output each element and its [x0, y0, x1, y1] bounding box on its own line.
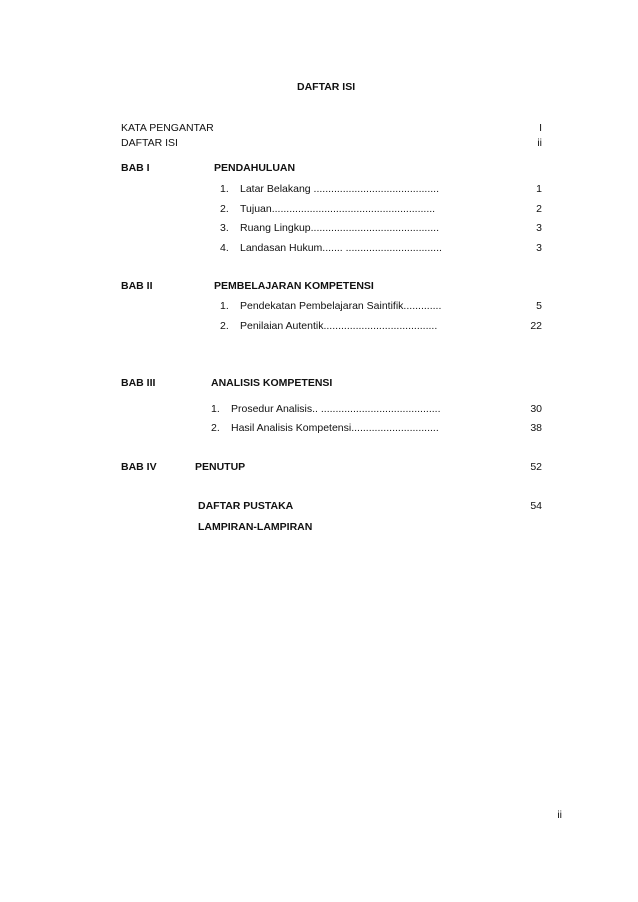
toc-item-page: 22 — [530, 320, 542, 332]
page-title: DAFTAR ISI — [297, 81, 356, 93]
footer-page-number: ii — [557, 809, 562, 821]
toc-item-page: 38 — [530, 422, 542, 434]
chapter-title: PENDAHULUAN — [214, 162, 296, 174]
toc-item-page: 52 — [530, 461, 542, 473]
toc-item-number: 1. — [220, 300, 229, 312]
toc-item-text: Penilaian Autentik....................................... — [240, 320, 438, 332]
chapter-code: BAB II — [121, 280, 153, 292]
toc-item-text: Pendekatan Pembelajaran Saintifik............. — [240, 300, 442, 312]
toc-page-daftar-isi: ii — [537, 137, 542, 149]
toc-item-text: Ruang Lingkup............................................ — [240, 222, 439, 234]
toc-label-kata-pengantar: KATA PENGANTAR — [121, 122, 214, 134]
chapter-code: BAB I — [121, 162, 150, 174]
toc-item-page: 3 — [536, 242, 542, 254]
toc-item-text: Landasan Hukum....... ................................. — [240, 242, 442, 254]
toc-item-page: 30 — [530, 403, 542, 415]
chapter-code: BAB IV — [121, 461, 157, 473]
toc-item-number: 1. — [211, 403, 220, 415]
toc-item-text: Latar Belakang ........................................... — [240, 183, 439, 195]
toc-item-text: Hasil Analisis Kompetensi.............................. — [231, 422, 439, 434]
toc-item-text: Prosedur Analisis.. ......................................... — [231, 403, 441, 415]
toc-item-number: 1. — [220, 183, 229, 195]
toc-page-daftar-pustaka: 54 — [530, 500, 542, 512]
toc-item-page: 1 — [536, 183, 542, 195]
toc-item-number: 2. — [220, 320, 229, 332]
toc-item-number: 4. — [220, 242, 229, 254]
chapter-code: BAB III — [121, 377, 156, 389]
toc-item-page: 2 — [536, 203, 542, 215]
toc-item-page: 5 — [536, 300, 542, 312]
toc-item-number: 3. — [220, 222, 229, 234]
toc-label-lampiran: LAMPIRAN-LAMPIRAN — [198, 521, 313, 533]
chapter-title: PENUTUP — [195, 461, 246, 473]
toc-label-daftar-pustaka: DAFTAR PUSTAKA — [198, 500, 294, 512]
toc-item-number: 2. — [220, 203, 229, 215]
toc-item-page: 3 — [536, 222, 542, 234]
toc-page-kata-pengantar: I — [539, 122, 542, 134]
toc-item-number: 2. — [211, 422, 220, 434]
toc-item-text: Tujuan........................................................ — [240, 203, 436, 215]
chapter-title: PEMBELAJARAN KOMPETENSI — [214, 280, 374, 292]
chapter-title: ANALISIS KOMPETENSI — [211, 377, 333, 389]
toc-label-daftar-isi: DAFTAR ISI — [121, 137, 178, 149]
